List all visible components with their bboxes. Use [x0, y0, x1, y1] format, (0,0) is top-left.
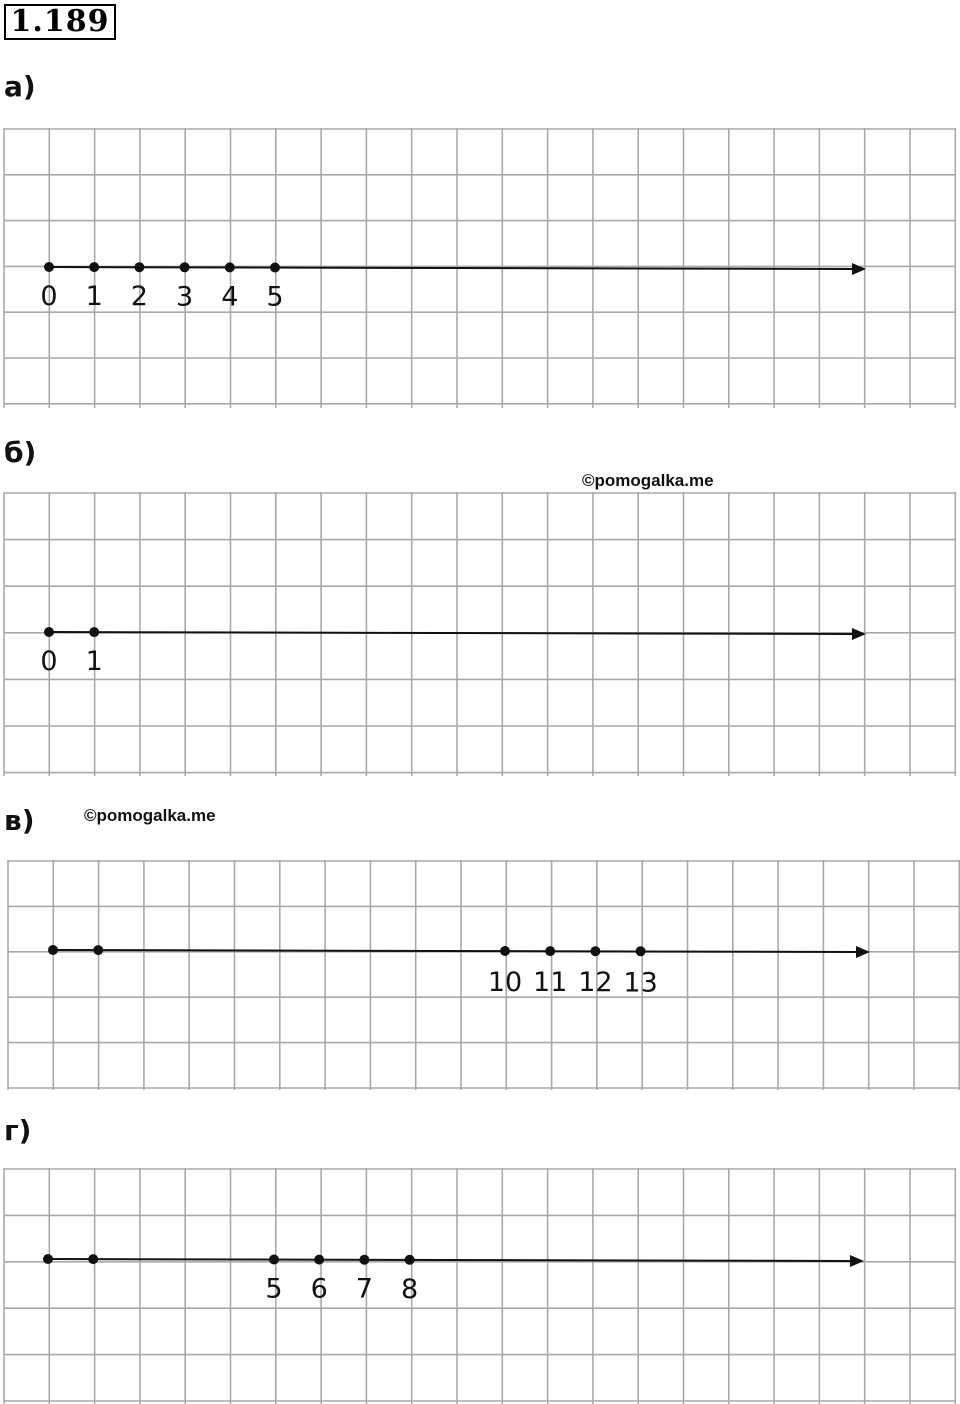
problem-number: 1.189 — [4, 4, 116, 40]
point-label: 8 — [401, 1273, 419, 1305]
point-label: 10 — [487, 967, 523, 998]
point-3 — [180, 262, 190, 272]
point-label: 5 — [265, 1273, 283, 1305]
point-6 — [314, 1255, 324, 1265]
point-unlabeled — [48, 945, 58, 955]
part-label-v: в) — [4, 804, 35, 837]
part-label-b: б) — [4, 436, 37, 469]
part-label-a: а) — [4, 70, 36, 103]
point-label: 12 — [578, 967, 613, 999]
number-line-panel-g — [0, 1168, 960, 1404]
point-4 — [225, 262, 235, 272]
point-13 — [636, 946, 646, 956]
point-label: 0 — [40, 281, 58, 312]
point-8 — [405, 1255, 415, 1265]
point-label: 4 — [221, 281, 239, 313]
point-label: 1 — [85, 281, 103, 313]
point-label: 0 — [40, 646, 58, 677]
point-unlabeled — [88, 1254, 98, 1264]
number-line-panel-v — [0, 860, 960, 1090]
grid — [8, 860, 959, 1090]
point-2 — [134, 262, 144, 272]
part-label-g: г) — [4, 1114, 32, 1147]
point-1 — [89, 627, 99, 637]
point-0 — [44, 627, 54, 637]
point-0 — [44, 262, 54, 272]
point-5 — [269, 1255, 279, 1265]
point-unlabeled — [93, 945, 103, 955]
point-label: 5 — [266, 281, 284, 313]
number-line-panel-b — [0, 492, 960, 776]
point-11 — [545, 946, 555, 956]
point-7 — [359, 1255, 369, 1265]
watermark: ©pomogalka.me — [582, 471, 714, 490]
point-1 — [89, 262, 99, 272]
point-12 — [590, 946, 600, 956]
number-line — [49, 267, 854, 269]
number-line-panel-a — [0, 128, 960, 408]
point-label: 3 — [176, 281, 194, 313]
point-label: 1 — [85, 646, 103, 678]
watermark: ©pomogalka.me — [84, 806, 216, 825]
point-unlabeled — [43, 1254, 53, 1264]
point-label: 13 — [623, 967, 658, 999]
number-line — [48, 1259, 852, 1261]
point-label: 7 — [355, 1273, 373, 1305]
point-5 — [270, 263, 280, 273]
point-label: 11 — [533, 967, 568, 999]
grid — [4, 1168, 955, 1404]
point-label: 2 — [130, 281, 148, 313]
arrow-head — [850, 1255, 864, 1267]
point-label: 6 — [310, 1273, 328, 1305]
point-10 — [500, 946, 510, 956]
